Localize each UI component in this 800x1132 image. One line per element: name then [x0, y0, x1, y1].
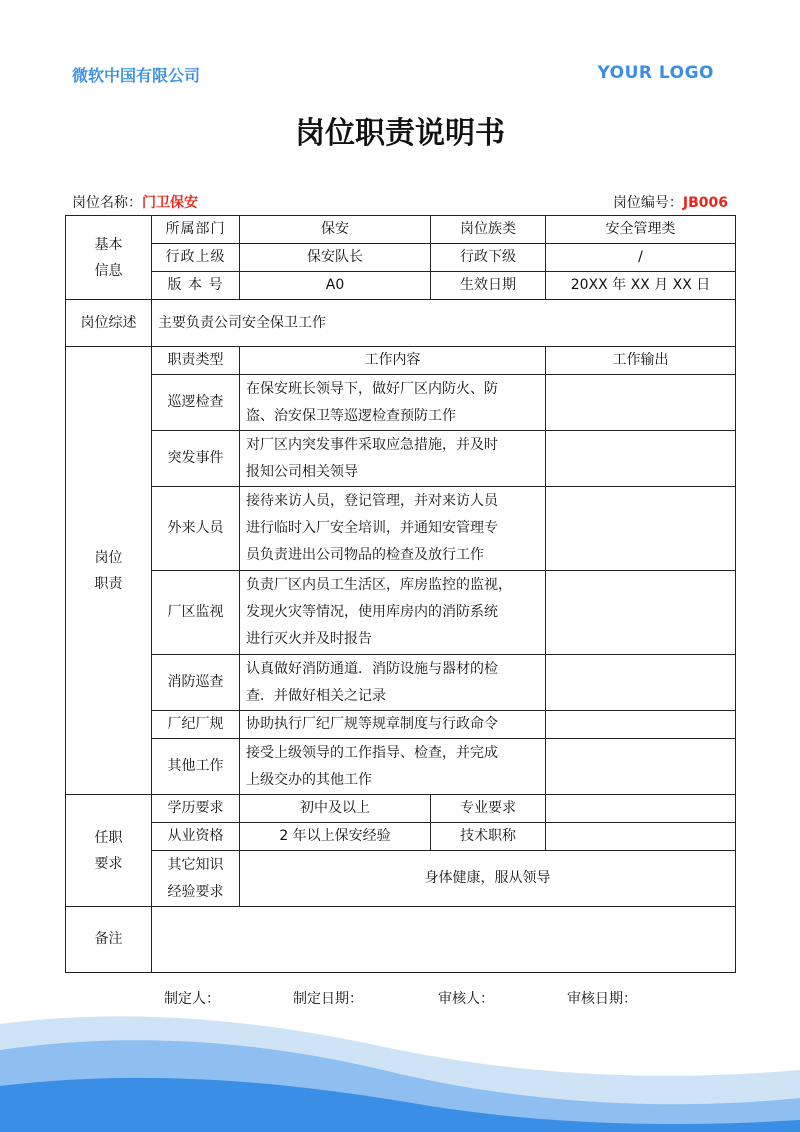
make-date-label: 制定日期：	[293, 991, 363, 1007]
duty-content	[240, 487, 546, 571]
duty-content-line: 进行灭火并及时报告	[246, 631, 372, 647]
job-code-line	[613, 192, 728, 212]
logo-text: YOUR LOGO	[597, 63, 714, 83]
duty-content	[240, 375, 546, 431]
duty-output	[546, 655, 736, 711]
requirements-section-label-line1: 任职	[94, 829, 123, 846]
job-name-label: 岗位名称：	[72, 195, 142, 211]
version-value: A0	[240, 272, 431, 300]
duty-content-line: 报知公司相关领导	[246, 463, 358, 480]
duty-content-header: 工作内容	[240, 347, 546, 375]
duty-output	[546, 739, 736, 795]
department-value: 保安	[240, 216, 431, 244]
version-label: 版 本 号	[152, 272, 240, 300]
basic-section-label-line2: 信息	[94, 262, 123, 279]
review-date-label: 审核日期：	[567, 991, 637, 1007]
duty-type: 消防巡查	[152, 655, 240, 711]
maker-label: 制定人：	[164, 991, 220, 1007]
title-value	[546, 823, 736, 851]
qualification-value: 2 年以上保安经验	[240, 823, 431, 851]
duty-type: 厂区监视	[152, 571, 240, 655]
reviewer-label: 审核人：	[438, 991, 494, 1007]
summary-label: 岗位综述	[66, 300, 152, 347]
subordinate-label: 行政下级	[431, 244, 546, 272]
duty-content-line: 查．并做好相关之记录	[246, 687, 386, 704]
job-name-line	[72, 192, 198, 212]
job-family-value: 安全管理类	[546, 216, 736, 244]
duty-output-header: 工作输出	[546, 347, 736, 375]
duty-type-header: 职责类型	[152, 347, 240, 375]
duty-content-line: 认真做好消防通道．消防设施与器材的检	[246, 660, 498, 677]
duty-content	[240, 431, 546, 487]
job-description-table	[65, 215, 736, 973]
duty-type: 突发事件	[152, 431, 240, 487]
duty-content-line: 员负责进出公司物品的检查及放行工作	[246, 547, 484, 563]
duty-content	[240, 739, 546, 795]
subordinate-value: /	[546, 244, 736, 272]
duty-output	[546, 571, 736, 655]
duties-section-label	[66, 347, 152, 795]
other-knowledge-value: 身体健康，服从领导	[240, 851, 736, 907]
remarks-value	[152, 907, 736, 973]
basic-section-label-line1: 基本	[94, 236, 123, 253]
job-name-value: 门卫保安	[142, 195, 198, 211]
duty-content-line: 对厂区内突发事件采取应急措施，并及时	[246, 436, 498, 453]
page-title: 岗位职责说明书	[295, 116, 505, 151]
effective-date-value: 20XX 年 XX 月 XX 日	[546, 272, 736, 300]
title-label: 技术职称	[431, 823, 546, 851]
duty-content	[240, 655, 546, 711]
other-knowledge-label-line1: 其它知识	[167, 856, 224, 873]
basic-section-label	[66, 216, 152, 300]
duty-type: 巡逻检查	[152, 375, 240, 431]
duty-content	[240, 571, 546, 655]
requirements-section-label	[66, 795, 152, 907]
department-label: 所属部门	[152, 216, 240, 244]
superior-label: 行政上级	[152, 244, 240, 272]
duties-section-label-line2: 职责	[94, 575, 123, 592]
duty-content-line: 在保安班长领导下，做好厂区内防火、防	[246, 380, 498, 397]
other-knowledge-label	[152, 851, 240, 907]
education-value: 初中及以上	[240, 795, 431, 823]
duty-output	[546, 487, 736, 571]
summary-text: 主要负责公司安全保卫工作	[152, 300, 736, 347]
duties-section-label-line1: 岗位	[94, 549, 123, 566]
decorative-wave	[0, 1012, 800, 1132]
effective-date-label: 生效日期	[431, 272, 546, 300]
duty-content	[240, 711, 546, 739]
remarks-label: 备注	[66, 907, 152, 973]
duty-content-line: 接待来访人员，登记管理，并对来访人员	[246, 493, 498, 509]
duty-output	[546, 431, 736, 487]
job-code-value: JB006	[682, 195, 728, 211]
duty-type: 厂纪厂规	[152, 711, 240, 739]
duty-output	[546, 711, 736, 739]
duty-type: 外来人员	[152, 487, 240, 571]
superior-value: 保安队长	[240, 244, 431, 272]
requirements-section-label-line2: 要求	[94, 855, 123, 872]
job-code-label: 岗位编号：	[612, 195, 683, 211]
education-label: 学历要求	[152, 795, 240, 823]
duty-content-line: 协助执行厂纪厂规等规章制度与行政命令	[246, 716, 498, 732]
duty-output	[546, 375, 736, 431]
duty-content-line: 盗、治安保卫等巡逻检查预防工作	[246, 407, 456, 424]
duty-content-line: 接受上级领导的工作指导、检查，并完成	[246, 744, 498, 761]
duty-content-line: 进行临时入厂安全培训，并通知安管理专	[246, 520, 498, 536]
major-value	[546, 795, 736, 823]
qualification-label: 从业资格	[152, 823, 240, 851]
job-family-label: 岗位族类	[431, 216, 546, 244]
duty-content-line: 发现火灾等情况，使用库房内的消防系统	[246, 604, 498, 620]
major-label: 专业要求	[431, 795, 546, 823]
duty-content-line: 负责厂区内员工生活区，库房监控的监视，	[246, 577, 512, 593]
company-name: 微软中国有限公司	[72, 66, 201, 85]
duty-type: 其他工作	[152, 739, 240, 795]
other-knowledge-label-line2: 经验要求	[167, 883, 224, 900]
duty-content-line: 上级交办的其他工作	[246, 771, 372, 788]
